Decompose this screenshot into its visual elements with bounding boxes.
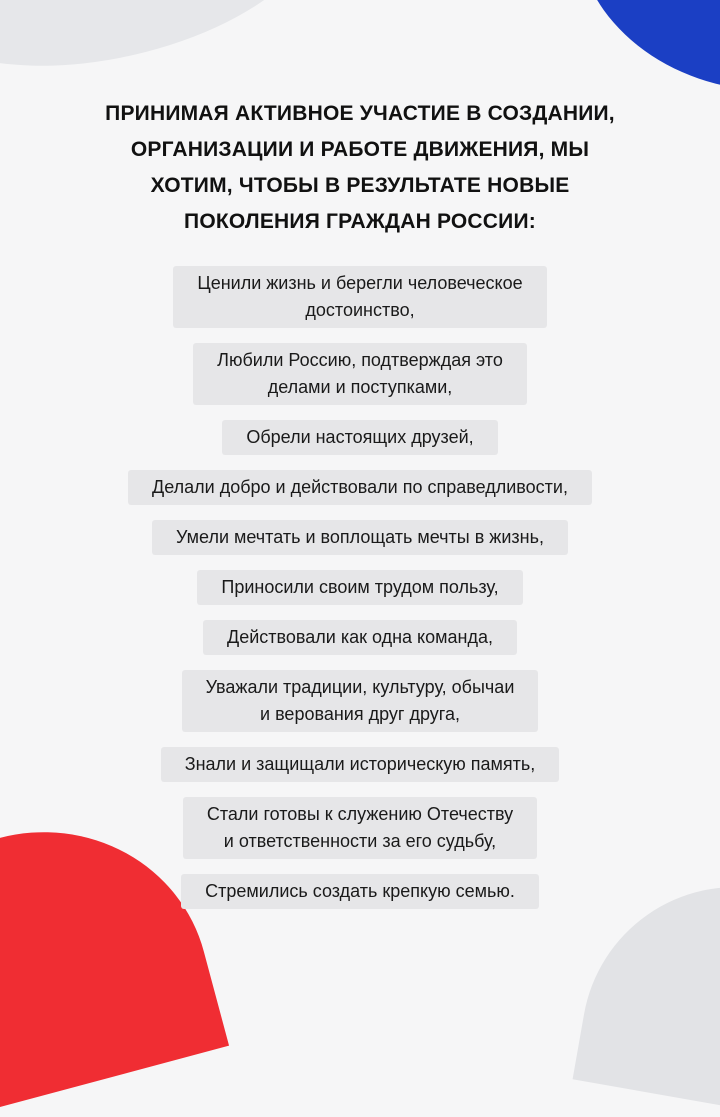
goal-item-line: Делали добро и действовали по справедливости, bbox=[152, 477, 568, 497]
goal-item bbox=[128, 470, 592, 505]
goal-item bbox=[152, 520, 568, 555]
heading-line: ОРГАНИЗАЦИИ И РАБОТЕ ДВИЖЕНИЯ, МЫ bbox=[130, 138, 590, 161]
page-heading bbox=[40, 96, 680, 240]
goal-item-line: Приносили своим трудом пользу, bbox=[221, 577, 499, 597]
goal-item-line: Стремились создать крепкую семью. bbox=[205, 881, 515, 901]
decor-blue-shape-top-right bbox=[554, 0, 720, 101]
goal-item-line: и верования друг друга, bbox=[260, 704, 460, 724]
goal-item bbox=[193, 343, 527, 405]
decor-grey-shape-top-left bbox=[0, 0, 356, 92]
goal-item-line: делами и поступками, bbox=[267, 377, 453, 397]
goal-item-line: Действовали как одна команда, bbox=[227, 627, 493, 647]
goal-item bbox=[203, 620, 517, 655]
goal-item bbox=[181, 874, 539, 909]
goal-item bbox=[161, 747, 560, 782]
goals-list bbox=[0, 266, 720, 924]
heading-line: ПОКОЛЕНИЯ ГРАЖДАН РОССИИ: bbox=[184, 210, 536, 233]
goal-item-line: Обрели настоящих друзей, bbox=[246, 427, 474, 447]
goal-item bbox=[173, 266, 546, 328]
goal-item-line: Стали готовы к служению Отечеству bbox=[206, 804, 514, 824]
goal-item-line: и ответственности за его судьбу, bbox=[223, 831, 497, 851]
goal-item bbox=[183, 797, 537, 859]
goal-item-line: достоинство, bbox=[305, 300, 415, 320]
goal-item bbox=[197, 570, 522, 605]
goal-item-line: Умели мечтать и воплощать мечты в жизнь, bbox=[176, 527, 544, 547]
goal-item-line: Любили Россию, подтверждая это bbox=[217, 350, 503, 370]
goal-item-line: Ценили жизнь и берегли человеческое bbox=[197, 273, 523, 293]
goal-item bbox=[222, 420, 497, 455]
goal-item-line: Уважали традиции, культуру, обычаи bbox=[205, 677, 515, 697]
goal-item-line: Знали и защищали историческую память, bbox=[184, 754, 536, 774]
goal-item bbox=[182, 670, 539, 732]
heading-line: ХОТИМ, ЧТОБЫ В РЕЗУЛЬТАТЕ НОВЫЕ bbox=[150, 174, 570, 197]
heading-line: ПРИНИМАЯ АКТИВНОЕ УЧАСТИЕ В СОЗДАНИИ, bbox=[105, 102, 615, 125]
